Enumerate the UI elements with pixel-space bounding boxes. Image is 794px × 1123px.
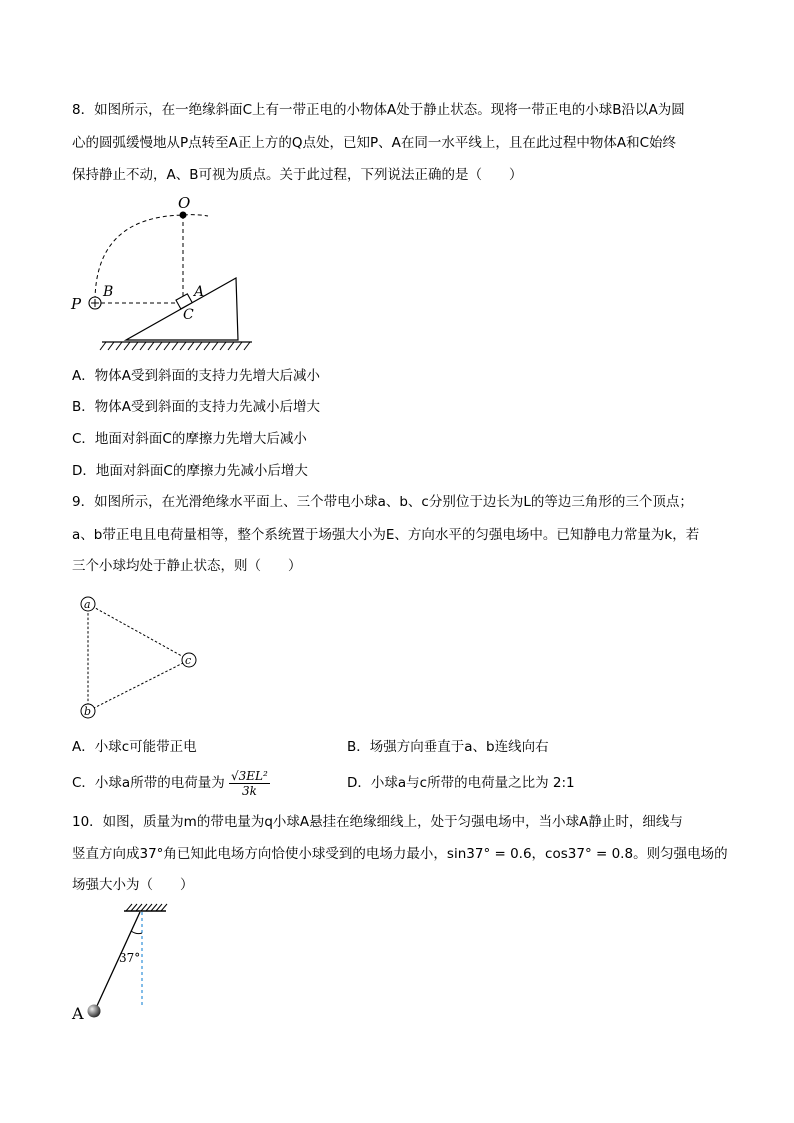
q10-ball-label: A [72,1004,84,1023]
q9-label-c: c [185,654,192,667]
q9-text-line-1: 9．如图所示，在光滑绝缘水平面上、三个带电小球a、b、c分别位于边长为L的等边三角形的三个顶点； [72,494,693,510]
q8-label-o: O [178,194,191,212]
q8-point-o [180,212,187,219]
q10-pendulum-figure [70,902,180,1027]
q8-option-d[interactable]: D．地面对斜面C的摩擦力先减小后增大 [72,463,308,479]
q9-option-c-text: C．小球a所带的电荷量为 [72,775,225,791]
q8-label-p: P [71,295,82,313]
q8-option-b[interactable]: B．物体A受到斜面的支持力先减小后增大 [72,399,320,415]
q9-triangle [88,604,192,711]
q10-ceiling-hatch [126,904,167,911]
q8-option-c[interactable]: C．地面对斜面C的摩擦力先增大后减小 [72,431,307,447]
q10-angle-label: 37° [119,951,141,965]
q9-option-b[interactable]: B．场强方向垂直于a、b连线向右 [347,739,549,755]
q8-incline-c [126,278,238,340]
q9-text-line-3: 三个小球均处于静止状态，则（ ） [72,558,302,574]
q10-angle-arc [131,931,142,934]
q8-text-line-3: 保持静止不动，A、B可视为质点。关于此过程，下列说法正确的是（ ） [72,167,523,183]
q9-fraction-denominator: 3k [241,783,257,798]
q10-ball [88,1005,101,1018]
q10-text-line-2: 竖直方向成37°角已知此电场方向恰使小球受到的电场力最小，sin37° = 0.6，cos37° = 0.8。则匀强电场的 [72,846,728,862]
q9-label-a: a [84,598,91,611]
q8-incline-figure [66,192,266,354]
q9-text-line-2: a、b带正电且电荷量相等，整个系统置于场强大小为E、方向水平的匀强电场中。已知静电力常量为k，若 [72,527,700,543]
q9-option-a[interactable]: A．小球c可能带正电 [72,739,197,755]
q9-option-d[interactable]: D．小球a与c所带的电荷量之比为 2:1 [347,775,575,791]
q8-label-b: B [103,284,114,300]
q9-option-c-fraction [229,769,270,798]
q8-ground-hatch [100,342,250,350]
q9-triangle-figure [74,592,204,724]
q8-option-a[interactable]: A．物体A受到斜面的支持力先增大后减小 [72,368,320,384]
q10-text-line-3: 场强大小为（ ） [72,877,194,893]
q9-label-b: b [84,705,92,718]
q8-text-line-1: 8．如图所示，在一绝缘斜面C上有一带正电的小物体A处于静止状态。现将一带正电的小球B沿以A为圆 [72,102,685,118]
q8-label-a: A [194,284,205,300]
q10-text-line-1: 10．如图，质量为m的带电量为q小球A悬挂在绝缘细线上，处于匀强电场中，当小球A静止时，细线与 [72,814,683,830]
q8-label-c: C [183,307,194,323]
q8-text-line-2: 心的圆弧缓慢地从P点转至A正上方的Q点处，已知P、A在同一水平线上，且在此过程中物体A和C始终 [72,135,677,151]
q9-fraction-numerator: √3EL² [231,768,268,783]
q9-option-c[interactable] [72,764,270,802]
